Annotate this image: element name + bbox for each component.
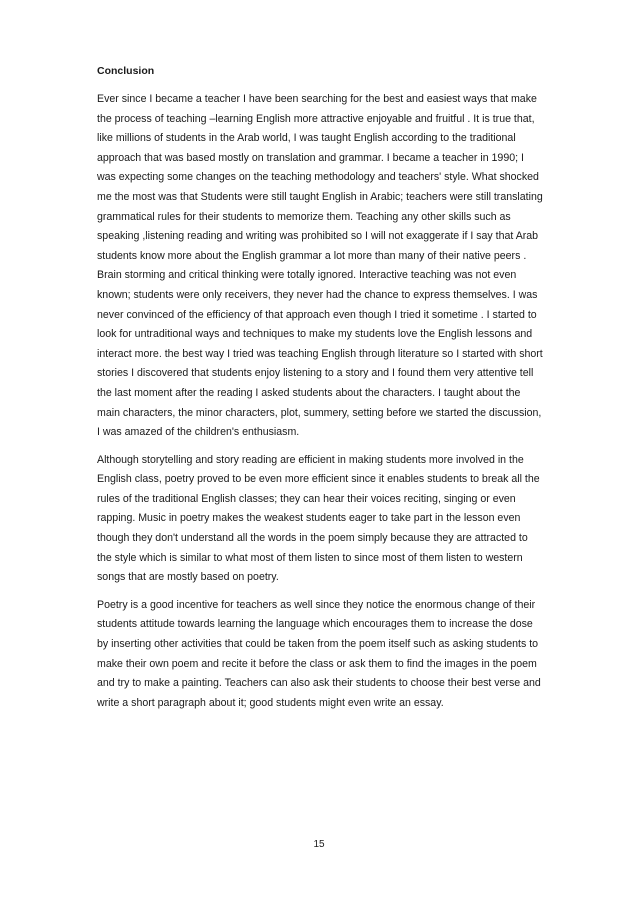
page-content: [97, 64, 545, 721]
page-number: 15: [313, 839, 325, 850]
paragraph-3: Poetry is a good incentive for teachers as well since they notice the enormous change of their students attitude towards learning the language which encourages them to increase the dose by inserting other activities that could be taken from the poem itself such as asking students to make their own poem and recite it before the class or ask them to find the images in the poem and try to make a painting. Teachers can also ask their students to choose their best verse and write a short paragraph about it; good students might even write an essay.: [97, 598, 541, 709]
paragraph-2: Although storytelling and story reading are efficient in making students more involved in the English class, poetry proved to be even more efficient since it enables students to break all the rules of the traditional English classes; they can hear their voices reciting, singing or even rapping. Music in poetry makes the weakest students eager to take part in the lesson even though they don't understand all the words in the poem simply because they are attracted to the style which is similar to what most of them listen to since most of them listen to western songs that are mostly based on poetry.: [97, 453, 540, 584]
paragraph-1: Ever since I became a teacher I have been searching for the best and easiest ways that make the process of teaching –learning English more attractive enjoyable and fruitful . It is true that, like millions of students in the Arab world, I was taught English according to the traditional approach that was based mostly on translation and grammar. I became a teacher in 1990; I was expecting some changes on the teaching methodology and teachers' style. What shocked me the most was that Students were still taught English in Arabic; teachers were still translating grammatical rules for their students to memorize them. Teaching any other skills such as speaking ,listening reading and writing was prohibited so I will not exaggerate if I say that Arab students know more about the English grammar a lot more than many of their native peers . Brain storming and critical thinking were totally ignored. Interactive teaching was not even known; students were only receivers, they never had the chance to express themselves. I was never convinced of the efficiency of that approach even though I tried it sometime . I started to look for untraditional ways and techniques to make my students love the English lessons and interact more. the best way I tried was teaching English through literature so I started with short stories I discovered that students enjoy listening to a story and I found them very attentive tell the last moment after the reading I asked students about the characters. I taught about the main characters, the minor characters, plot, summery, setting before we started the discussion, I was amazed of the children's enthusiasm.: [97, 93, 543, 439]
section-heading: Conclusion: [97, 65, 155, 77]
